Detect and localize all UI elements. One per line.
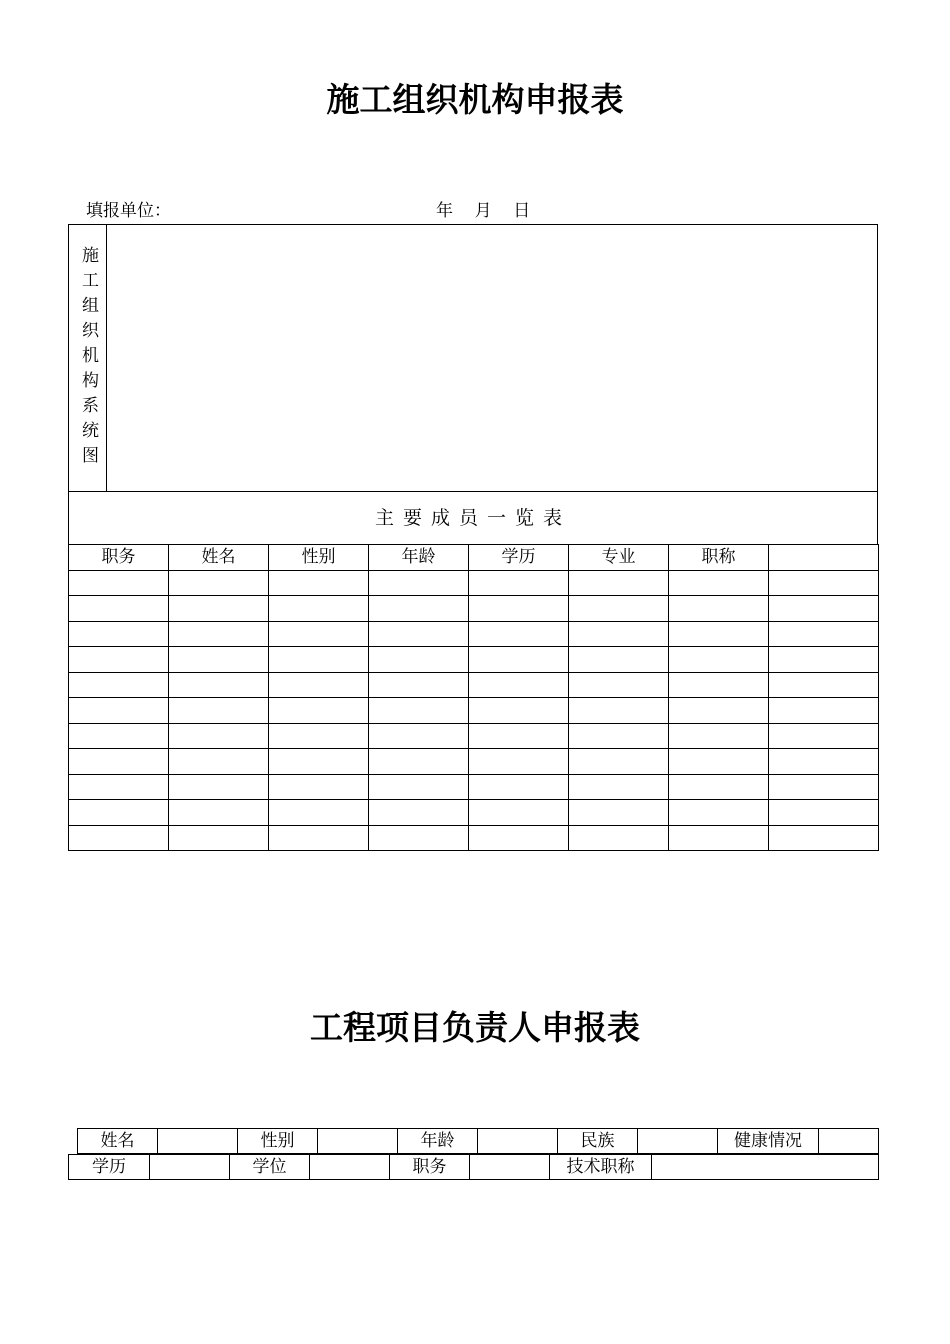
table-row — [69, 596, 879, 622]
manager-info-row-1 — [77, 1128, 879, 1154]
members-column-header: 职务 — [69, 545, 169, 571]
members-cell[interactable] — [669, 596, 769, 622]
members-cell[interactable] — [369, 825, 469, 851]
manager-field-value[interactable] — [470, 1155, 550, 1180]
members-cell[interactable] — [69, 749, 169, 775]
members-cell[interactable] — [569, 825, 669, 851]
table-row — [69, 825, 879, 851]
members-cell[interactable] — [169, 800, 269, 826]
members-cell[interactable] — [569, 647, 669, 673]
manager-field-value[interactable] — [158, 1129, 238, 1154]
members-cell[interactable] — [269, 621, 369, 647]
members-cell[interactable] — [769, 825, 879, 851]
members-cell[interactable] — [169, 723, 269, 749]
members-cell[interactable] — [569, 800, 669, 826]
members-cell[interactable] — [569, 672, 669, 698]
members-cell[interactable] — [69, 570, 169, 596]
table-row — [69, 774, 879, 800]
members-cell[interactable] — [669, 570, 769, 596]
members-cell[interactable] — [69, 647, 169, 673]
manager-field-value[interactable] — [150, 1155, 230, 1180]
members-cell[interactable] — [469, 749, 569, 775]
members-cell[interactable] — [369, 647, 469, 673]
members-cell[interactable] — [269, 698, 369, 724]
members-cell[interactable] — [169, 596, 269, 622]
members-cell[interactable] — [669, 774, 769, 800]
members-cell[interactable] — [369, 723, 469, 749]
members-cell[interactable] — [569, 596, 669, 622]
members-cell[interactable] — [69, 825, 169, 851]
table-row — [69, 672, 879, 698]
members-column-header — [769, 545, 879, 571]
manager-field-value[interactable] — [819, 1129, 879, 1154]
members-cell[interactable] — [169, 672, 269, 698]
members-cell[interactable] — [769, 723, 879, 749]
members-cell[interactable] — [569, 621, 669, 647]
members-cell[interactable] — [769, 749, 879, 775]
manager-field-label: 学位 — [230, 1155, 310, 1180]
table-row — [69, 570, 879, 596]
members-cell[interactable] — [169, 647, 269, 673]
manager-field-label: 技术职称 — [550, 1155, 652, 1180]
members-cell[interactable] — [769, 672, 879, 698]
manager-field-value[interactable] — [638, 1129, 718, 1154]
manager-form-title: 工程项目负责人申报表 — [310, 1008, 640, 1047]
manager-field-label: 学历 — [69, 1155, 150, 1180]
members-table — [68, 544, 879, 851]
members-cell[interactable] — [169, 774, 269, 800]
members-column-header: 专业 — [569, 545, 669, 571]
members-cell[interactable] — [469, 800, 569, 826]
manager-field-value[interactable] — [478, 1129, 558, 1154]
manager-field-value[interactable] — [310, 1155, 390, 1180]
manager-field-label: 职务 — [390, 1155, 470, 1180]
members-cell[interactable] — [469, 596, 569, 622]
members-cell[interactable] — [269, 723, 369, 749]
members-caption: 主要成员一览表 — [374, 507, 571, 529]
manager-field-label: 健康情况 — [718, 1129, 819, 1154]
members-cell[interactable] — [69, 800, 169, 826]
members-cell[interactable] — [669, 698, 769, 724]
manager-field-label: 年龄 — [398, 1129, 478, 1154]
members-caption-box — [68, 491, 878, 545]
members-cell[interactable] — [369, 698, 469, 724]
manager-field-label: 性别 — [238, 1129, 318, 1154]
members-cell[interactable] — [769, 800, 879, 826]
members-cell[interactable] — [569, 698, 669, 724]
members-cell[interactable] — [169, 698, 269, 724]
members-cell[interactable] — [569, 570, 669, 596]
members-cell[interactable] — [369, 800, 469, 826]
members-cell[interactable] — [469, 672, 569, 698]
manager-field-label: 姓名 — [78, 1129, 158, 1154]
date-label: 年 月 日 — [436, 201, 531, 221]
members-cell[interactable] — [169, 570, 269, 596]
members-cell[interactable] — [369, 621, 469, 647]
members-cell[interactable] — [369, 672, 469, 698]
members-column-header: 学历 — [469, 545, 569, 571]
members-cell[interactable] — [669, 749, 769, 775]
members-cell[interactable] — [169, 749, 269, 775]
members-cell[interactable] — [569, 723, 669, 749]
members-header-row — [69, 545, 879, 571]
members-cell[interactable] — [169, 621, 269, 647]
members-cell[interactable] — [69, 672, 169, 698]
members-cell[interactable] — [269, 570, 369, 596]
members-cell[interactable] — [569, 749, 669, 775]
members-cell[interactable] — [169, 825, 269, 851]
members-cell[interactable] — [769, 596, 879, 622]
table-row — [69, 621, 879, 647]
members-cell[interactable] — [569, 774, 669, 800]
members-cell[interactable] — [469, 698, 569, 724]
members-cell[interactable] — [369, 596, 469, 622]
members-cell[interactable] — [469, 647, 569, 673]
members-column-header: 姓名 — [169, 545, 269, 571]
members-cell[interactable] — [69, 596, 169, 622]
members-cell[interactable] — [769, 570, 879, 596]
members-column-header: 年龄 — [369, 545, 469, 571]
members-cell[interactable] — [669, 800, 769, 826]
members-cell[interactable] — [69, 698, 169, 724]
members-cell[interactable] — [369, 570, 469, 596]
manager-field-label: 民族 — [558, 1129, 638, 1154]
members-cell[interactable] — [669, 621, 769, 647]
members-column-header: 职称 — [669, 545, 769, 571]
members-cell[interactable] — [669, 647, 769, 673]
members-cell[interactable] — [469, 774, 569, 800]
members-cell[interactable] — [469, 570, 569, 596]
members-cell[interactable] — [269, 825, 369, 851]
table-row — [69, 749, 879, 775]
org-chart-side-label: 施工组织机构系统图 — [78, 246, 98, 471]
members-cell[interactable] — [69, 774, 169, 800]
members-cell[interactable] — [769, 621, 879, 647]
members-cell[interactable] — [369, 749, 469, 775]
members-cell[interactable] — [469, 621, 569, 647]
members-cell[interactable] — [269, 647, 369, 673]
members-cell[interactable] — [69, 621, 169, 647]
members-cell[interactable] — [669, 672, 769, 698]
manager-info-row-2 — [68, 1154, 879, 1180]
members-cell[interactable] — [669, 723, 769, 749]
org-chart-side-column — [69, 225, 107, 491]
members-cell[interactable] — [769, 698, 879, 724]
members-cell[interactable] — [369, 774, 469, 800]
members-column-header: 性别 — [269, 545, 369, 571]
members-cell[interactable] — [769, 647, 879, 673]
members-cell[interactable] — [769, 774, 879, 800]
org-chart-area[interactable] — [68, 224, 878, 492]
org-form-title: 施工组织机构申报表 — [326, 80, 624, 119]
manager-field-value[interactable] — [652, 1155, 879, 1180]
members-cell[interactable] — [469, 723, 569, 749]
members-cell[interactable] — [669, 825, 769, 851]
members-cell[interactable] — [269, 749, 369, 775]
manager-field-value[interactable] — [318, 1129, 398, 1154]
members-cell[interactable] — [269, 672, 369, 698]
members-cell[interactable] — [269, 800, 369, 826]
members-cell[interactable] — [269, 774, 369, 800]
members-cell[interactable] — [69, 723, 169, 749]
table-row — [69, 723, 879, 749]
table-row — [69, 698, 879, 724]
members-cell[interactable] — [469, 825, 569, 851]
table-row — [69, 800, 879, 826]
reporting-unit-label: 填报单位： — [86, 201, 171, 221]
members-cell[interactable] — [269, 596, 369, 622]
table-row — [69, 647, 879, 673]
